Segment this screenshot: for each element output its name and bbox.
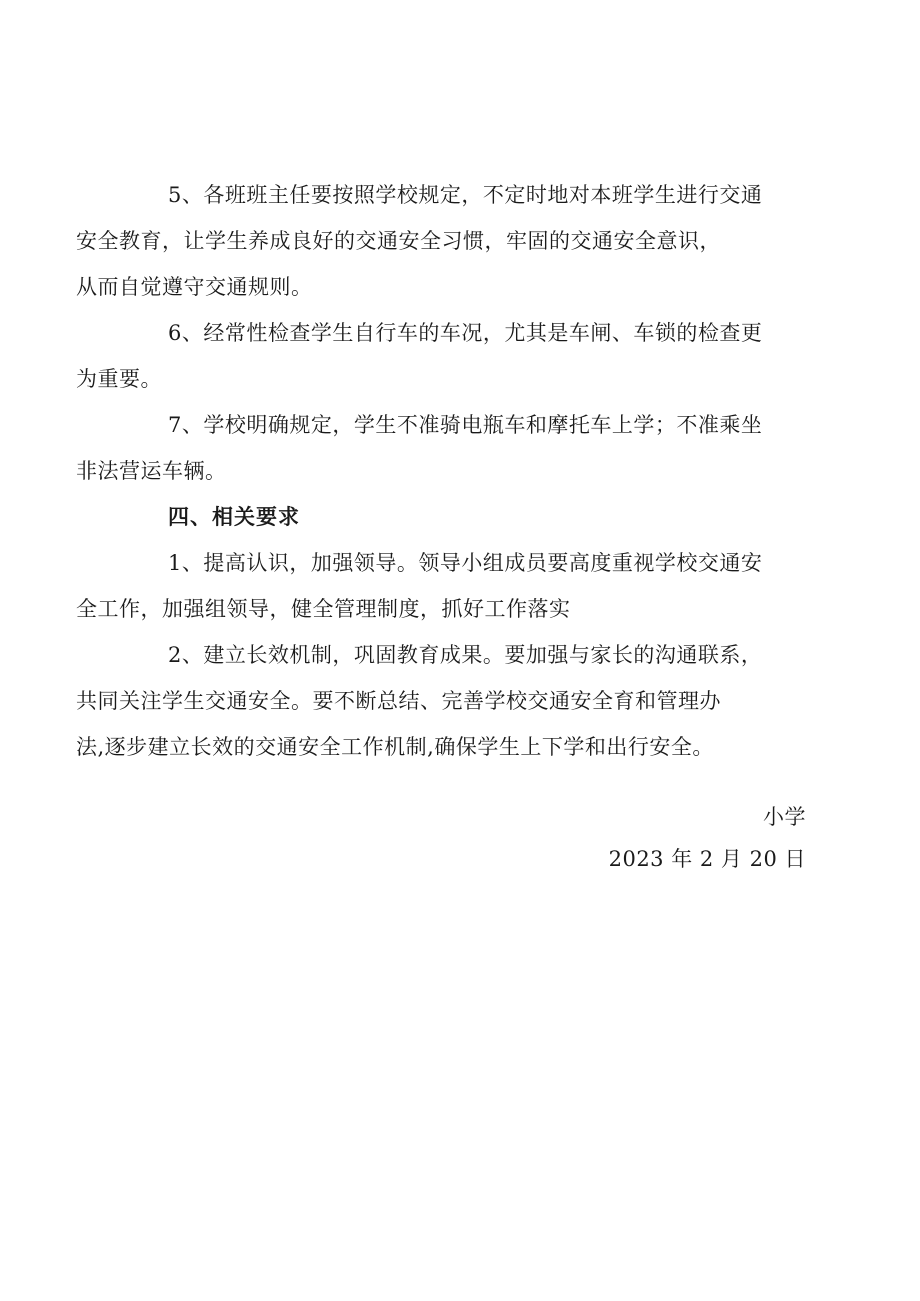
paragraph-line: 安全教育，让学生养成良好的交通安全习惯，牢固的交通安全意识， [76,229,721,253]
paragraph-line: 非法营运车辆。 [76,459,227,483]
requirement-2 [76,632,806,770]
paragraph-line: 为重要。 [76,367,162,391]
section-heading: 四、相关要求 [168,505,300,529]
paragraph-line: 5、各班班主任要按照学校规定，不定时地对本班学生进行交通 [168,183,763,207]
paragraph-line: 7、学校明确规定，学生不准骑电瓶车和摩托车上学；不准乘坐 [168,413,763,437]
paragraph-item-5 [76,172,806,310]
paragraph-item-7 [76,402,806,494]
paragraph-line: 法,逐步建立长效的交通安全工作机制,确保学生上下学和出行安全。 [76,735,714,759]
requirement-1 [76,540,806,632]
signature-date: 2023 年 2 月 20 日 [608,847,806,871]
paragraph-line: 6、经常性检查学生自行车的车况，尤其是车闸、车锁的检查更 [168,321,763,345]
paragraph-line: 1、提高认识，加强领导。领导小组成员要高度重视学校交通安 [168,551,763,575]
paragraph-line: 2、建立长效机制，巩固教育成果。要加强与家长的沟通联系， [168,643,763,667]
signature-organization: 小学 [763,805,806,829]
paragraph-line: 全工作，加强组领导，健全管理制度，抓好工作落实 [76,597,571,621]
paragraph-line: 从而自觉遵守交通规则。 [76,275,313,299]
paragraph-line: 共同关注学生交通安全。要不断总结、完善学校交通安全育和管理办 [76,689,721,713]
paragraph-item-6 [76,310,806,402]
document-body [76,172,806,770]
signature-block [609,796,806,880]
